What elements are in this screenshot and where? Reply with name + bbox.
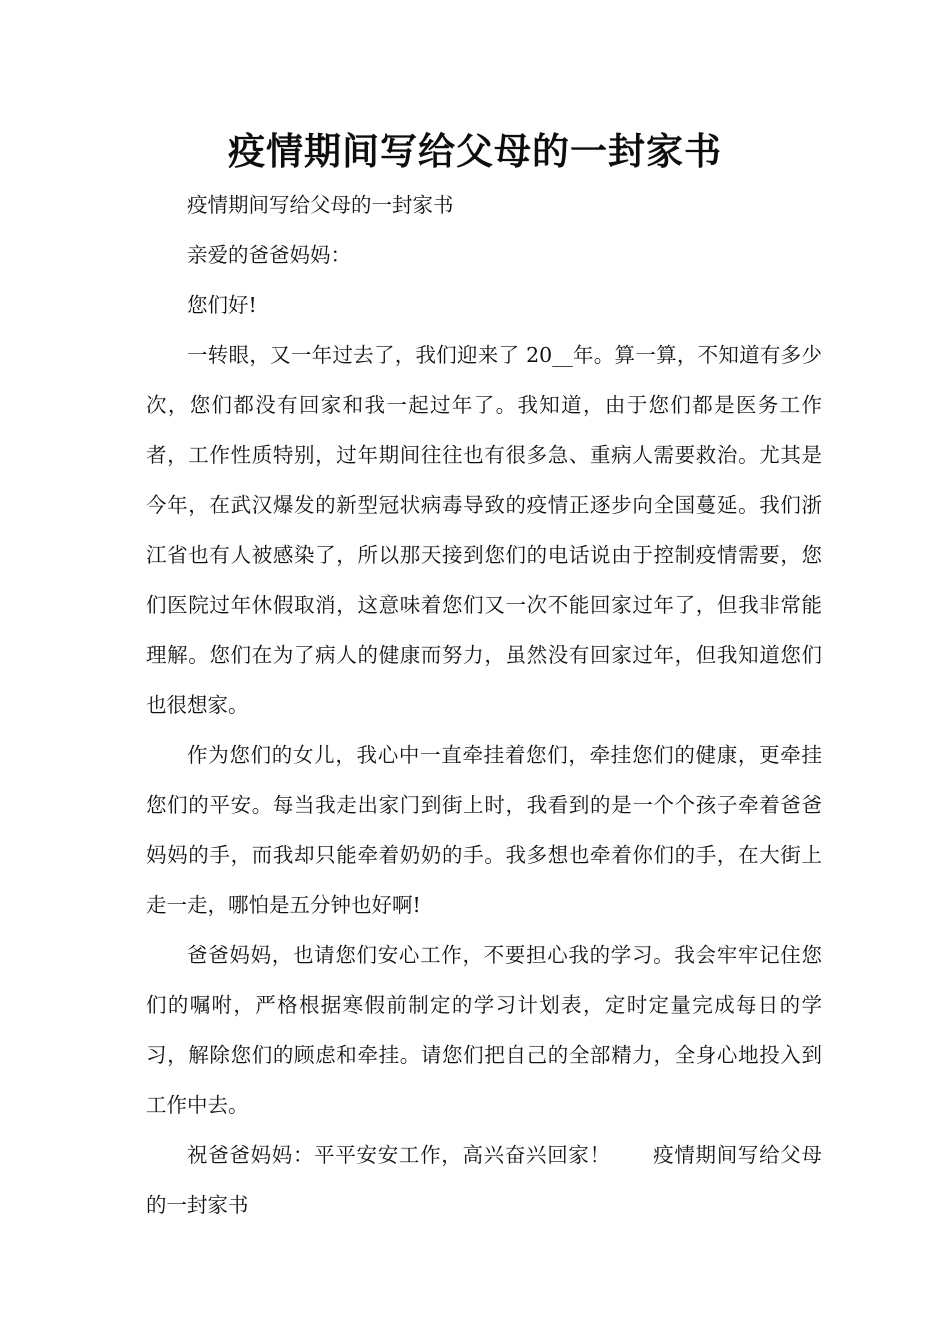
paragraph-salutation: 亲爱的爸爸妈妈： bbox=[187, 243, 351, 267]
paragraph-body-3: 爸爸妈妈，也请您们安心工作，不要担心我的学习。我会牢牢记住您们的嘱咐，严格根据寒假前制定的学习计划表，定时定量完成每日的学习，解除您们的顾虑和牵挂。请您们把自己的全部精力，全身心地投入到工作中去。 bbox=[146, 943, 822, 1117]
paragraph-greeting: 您们好! bbox=[187, 293, 257, 317]
document-body bbox=[146, 180, 822, 1230]
paragraph-body-2: 作为您们的女儿，我心中一直牵挂着您们，牵挂您们的健康，更牵挂您们的平安。每当我走出家门到街上时，我看到的是一个个孩子牵着爸爸妈妈的手，而我却只能牵着奶奶的手。我多想也牵着你们的手，在大街上走一走，哪怕是五分钟也好啊! bbox=[146, 743, 822, 917]
paragraph-subtitle: 疫情期间写给父母的一封家书 bbox=[187, 193, 454, 217]
paragraph-body-1: 一转眼，又一年过去了，我们迎来了 20__年。算一算，不知道有多少次，您们都没有回家和我一起过年了。我知道，由于您们都是医务工作者，工作性质特别，过年期间往往也有很多急、重病人需要救治。尤其是今年，在武汉爆发的新型冠状病毒导致的疫情正逐步向全国蔓延。我们浙江省也有人被感染了，所以那天接到您们的电话说由于控制疫情需要，您们医院过年休假取消，这意味着您们又一次不能回家过年了，但我非常能理解。您们在为了病人的健康而努力，虽然没有回家过年，但我知道您们也很想家。 bbox=[146, 343, 822, 717]
document-title: 疫情期间写给父母的一封家书 bbox=[228, 130, 722, 173]
paragraph-closing: 祝爸爸妈妈：平平安安工作，高兴奋兴回家！ 疫情期间写给父母的一封家书 bbox=[146, 1143, 822, 1217]
